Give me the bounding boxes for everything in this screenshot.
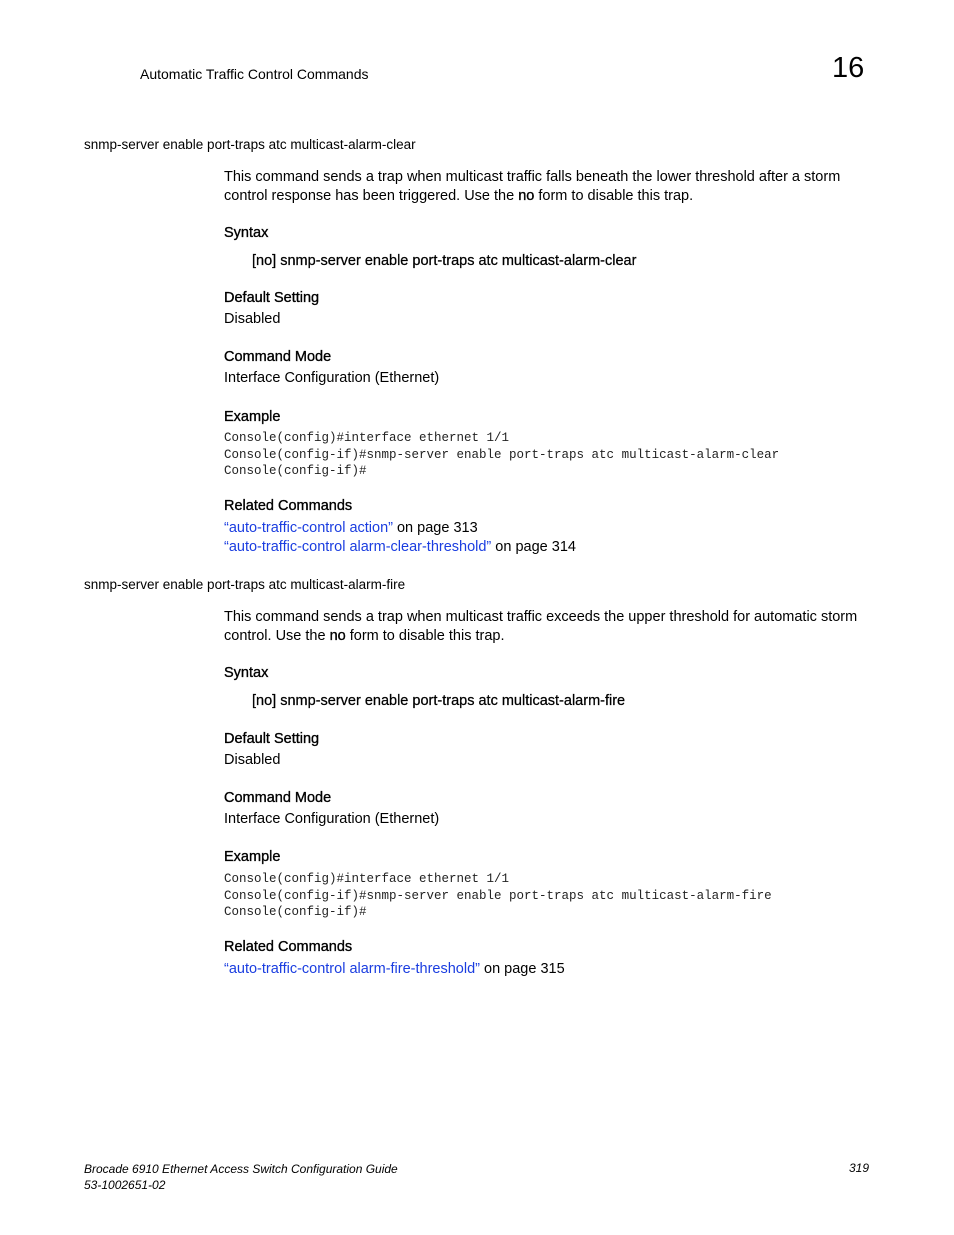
command-heading-alarm-clear: snmp-server enable port-traps atc multicast-alarm-clear [84,137,416,152]
syntax-command: snmp-server enable port-traps atc multicast-alarm-clear [276,253,637,269]
page-reference: on page 315 [479,961,565,977]
no-keyword: no [329,628,346,644]
bracket: ] [272,253,277,269]
description-alarm-fire [224,608,864,646]
syntax-line [252,253,636,269]
related-commands-label: Related Commands [224,498,353,514]
related-link-alarm-clear-threshold[interactable]: “auto-traffic-control alarm-clear-threshold” [224,539,492,555]
footer-doc-info [84,1161,398,1193]
related-item [224,960,565,979]
related-link-alarm-fire-threshold[interactable]: “auto-traffic-control alarm-fire-threshold” [224,961,480,977]
running-header: Automatic Traffic Control Commands [140,66,369,82]
description-text: form to disable this trap. [345,628,505,644]
footer-doc-number: 53-1002651-02 [84,1178,166,1192]
no-keyword: no [256,693,273,709]
example-label: Example [224,409,281,425]
syntax-label: Syntax [224,225,269,241]
footer-doc-title: Brocade 6910 Ethernet Access Switch Configuration Guide [84,1162,398,1176]
related-commands-list [224,960,565,979]
description-text: This command sends a trap when multicast traffic falls beneath the lower threshold after a storm control response has been triggered. Use the [224,169,841,204]
command-mode-value: Interface Configuration (Ethernet) [224,370,440,386]
description-text: This command sends a trap when multicast traffic exceeds the upper threshold for automatic storm control. Use the [224,609,858,644]
default-setting-label: Default Setting [224,731,320,747]
no-keyword: no [256,253,273,269]
bracket: [ [252,253,257,269]
related-link-action[interactable]: “auto-traffic-control action” [224,520,393,536]
description-text: form to disable this trap. [534,188,694,204]
default-setting-label: Default Setting [224,290,320,306]
example-code: Console(config)#interface ethernet 1/1 Console(config-if)#snmp-server enable port-traps atc multicast-alarm-clear Console(config-if)# [224,431,780,478]
example-code: Console(config)#interface ethernet 1/1 Console(config-if)#snmp-server enable port-traps atc multicast-alarm-fire Console(config-if)# [224,872,772,919]
page-reference: on page 313 [392,520,478,536]
command-mode-value: Interface Configuration (Ethernet) [224,811,440,827]
chapter-number: 16 [832,52,865,84]
bracket: [ [252,693,257,709]
related-commands-label: Related Commands [224,939,353,955]
command-heading-alarm-fire: snmp-server enable port-traps atc multicast-alarm-fire [84,577,406,592]
syntax-line [252,693,625,709]
command-mode-label: Command Mode [224,349,332,365]
default-setting-value: Disabled [224,311,281,327]
page-reference: on page 314 [491,539,576,555]
command-mode-label: Command Mode [224,790,332,806]
default-setting-value: Disabled [224,752,281,768]
related-commands-list [224,519,576,557]
no-keyword: no [518,188,535,204]
example-label: Example [224,849,281,865]
bracket: ] [272,693,277,709]
related-item [224,519,576,538]
syntax-label: Syntax [224,665,269,681]
syntax-command: snmp-server enable port-traps atc multicast-alarm-fire [276,693,626,709]
description-alarm-clear [224,168,864,206]
footer-page-number: 319 [849,1161,870,1175]
related-item [224,538,576,557]
